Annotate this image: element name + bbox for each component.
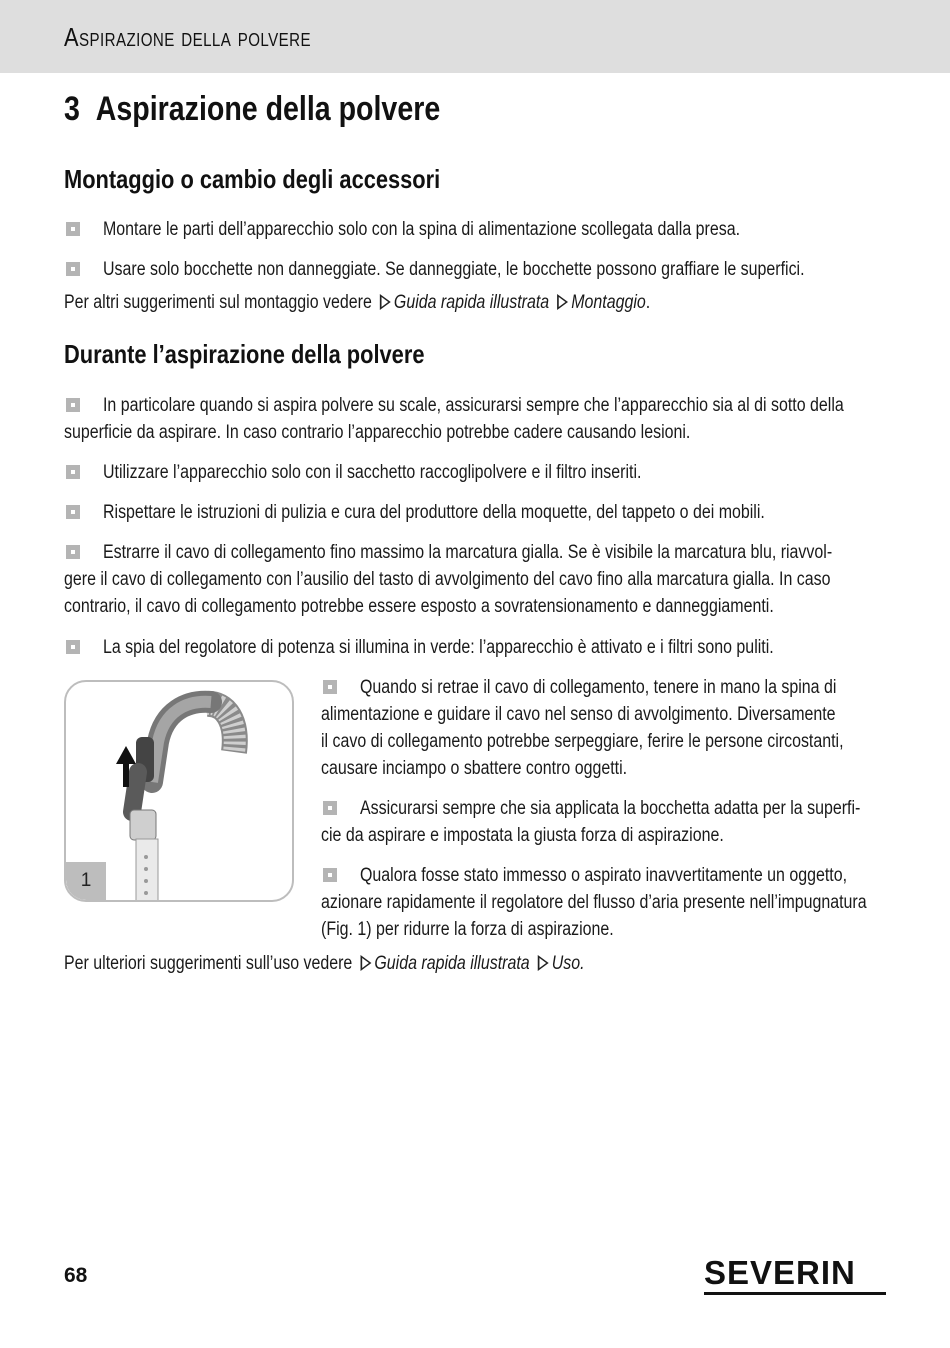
bullet-icon [66, 262, 80, 276]
bullet-text: Utilizzare l’apparecchio solo con il sacchetto raccoglipolvere e il filtro inseriti. [103, 462, 642, 483]
bullet-text: Estrarre il cavo di collegamento fino massimo la marcatura gialla. Se è visibile la marcatura blu, riavvol- [103, 542, 833, 563]
bullet-text: (Fig. 1) per ridurre la forza di aspirazione. [321, 919, 614, 940]
page-number: 68 [64, 1264, 88, 1287]
bullet-icon [66, 398, 80, 412]
chapter-title [64, 90, 512, 129]
chapter-title-text: Aspirazione della polvere [95, 90, 441, 128]
bullet-text: il cavo di collegamento potrebbe serpeggiare, ferire le persone circostanti, [321, 731, 844, 752]
bullet-text: Rispettare le istruzioni di pulizia e cura del produttore della moquette, del tappeto o dei mobili. [103, 502, 765, 523]
figure-number: 1 [66, 862, 106, 900]
bullet-text: Usare solo bocchette non danneggiate. Se danneggiate, le bocchette possono graffiare le superfici. [103, 259, 805, 280]
brand-logo: SEVERIN [704, 1254, 886, 1295]
reference-note: Per altri suggerimenti sul montaggio vedere Guida rapida illustrata Montaggio. [64, 292, 651, 313]
bullet-text: cie da aspirare e impostata la giusta forza di aspirazione. [321, 825, 724, 846]
bullet-icon [66, 640, 80, 654]
figure-1 [64, 680, 294, 902]
running-header: Aspirazione della polvere [64, 22, 311, 52]
reference-note: Per ulteriori suggerimenti sull’uso vedere Guida rapida illustrata Uso. [64, 953, 585, 974]
chapter-number: 3 [64, 90, 80, 128]
section-heading: Durante l’aspirazione della polvere [64, 339, 425, 369]
bullet-text: Quando si retrae il cavo di collegamento, tenere in mano la spina di [360, 677, 837, 698]
arrow-icon [360, 955, 371, 971]
bullet-text: gere il cavo di collegamento con l’ausilio del tasto di avvolgimento del cavo fino alla marcatura gialla. In caso [64, 569, 831, 590]
bullet-icon [66, 465, 80, 479]
section-heading: Montaggio o cambio degli accessori [64, 164, 441, 194]
bullet-text: Montare le parti dell’apparecchio solo con la spina di alimentazione scollegata dalla presa. [103, 219, 741, 240]
bullet-text: Assicurarsi sempre che sia applicata la bocchetta adatta per la superfi- [360, 798, 861, 819]
bullet-text: azionare rapidamente il regolatore del flusso d’aria presente nell’impugnatura [321, 892, 867, 913]
bullet-text: superficie da aspirare. In caso contrario l’apparecchio potrebbe cadere causando lesioni. [64, 422, 691, 443]
bullet-text: alimentazione e guidare il cavo nel senso di avvolgimento. Diversamente [321, 704, 836, 725]
bullet-text: Qualora fosse stato immesso o aspirato inavvertitamente un oggetto, [360, 865, 848, 886]
reference-link[interactable]: Guida rapida illustrata [393, 292, 550, 313]
bullet-icon [66, 545, 80, 559]
bullet-icon [323, 868, 337, 882]
reference-link[interactable]: Guida rapida illustrata [374, 953, 530, 974]
bullet-icon [323, 801, 337, 815]
bullet-text: In particolare quando si aspira polvere su scale, assicurarsi sempre che l’apparecchio sia al di sotto della [103, 395, 844, 416]
bullet-text: causare inciampo o sbattere contro oggetti. [321, 758, 628, 779]
bullet-text: La spia del regolatore di potenza si illumina in verde: l’apparecchio è attivato e i filtri sono puliti. [103, 637, 774, 658]
bullet-icon [66, 222, 80, 236]
reference-link[interactable]: Uso [551, 953, 581, 974]
arrow-icon [380, 294, 391, 310]
arrow-icon [557, 294, 568, 310]
bullet-icon [66, 505, 80, 519]
arrow-icon [537, 955, 548, 971]
bullet-text: contrario, il cavo di collegamento potrebbe essere esposto a sovratensionamento e danneggiamenti. [64, 596, 774, 617]
reference-link[interactable]: Montaggio [571, 292, 646, 313]
bullet-icon [323, 680, 337, 694]
